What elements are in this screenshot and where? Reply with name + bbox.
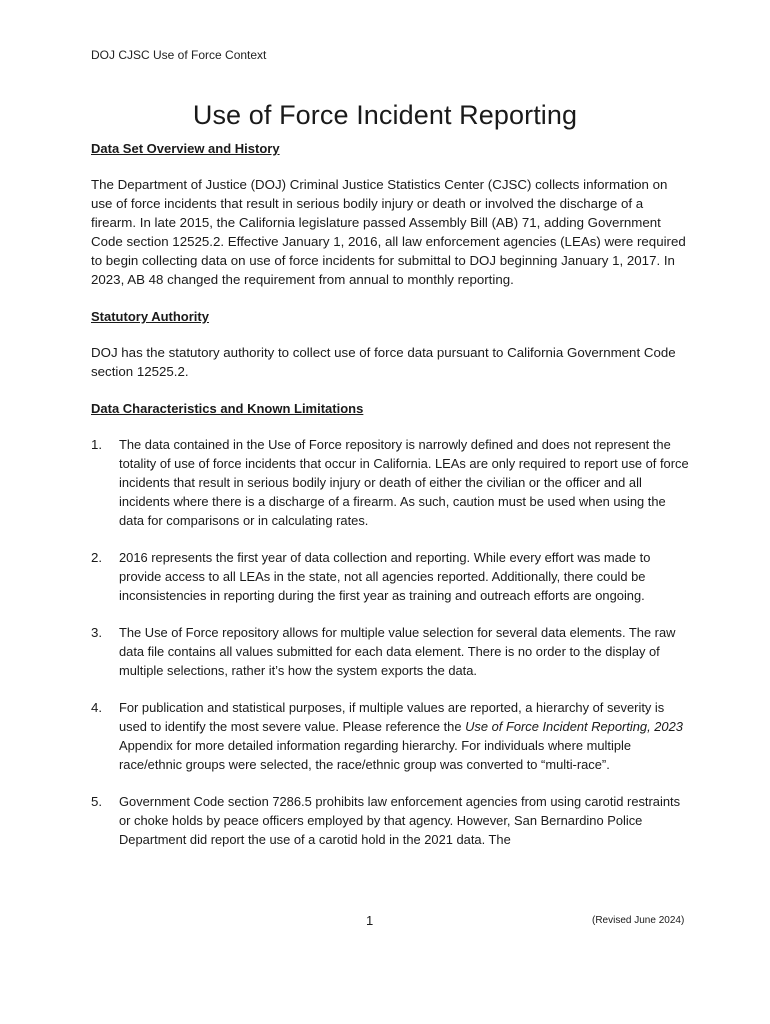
section-heading-overview: Data Set Overview and History xyxy=(91,141,280,156)
list-item xyxy=(91,435,691,530)
page-title: Use of Force Incident Reporting xyxy=(192,100,578,130)
list-item-text xyxy=(119,698,691,774)
list-item xyxy=(91,623,691,680)
list-item-text: 2016 represents the first year of data collection and reporting. While every effort was made to provide access to all LEAs in the state, not all agencies reported. Additionally, there could be inconsistencies in reporting during the first year as training and outreach efforts are ongoing. xyxy=(119,550,651,603)
list-item-text: The Use of Force repository allows for multiple value selection for several data elements. The raw data file contains all values submitted for each data element. There is no order to the display of multiple selections, rather it’s how the system exports the data. xyxy=(119,625,676,678)
list-item-number: 5. xyxy=(91,794,103,809)
overview-paragraph: The Department of Justice (DOJ) Criminal Justice Statistics Center (CJSC) collects information on use of force incidents that result in serious bodily injury or death or involved the discharge of a firearm. In late 2015, the California legislature passed Assembly Bill (AB) 71, adding Government Code section 12525.2. Effective January 1, 2016, all law enforcement agencies (LEAs) were required to begin collecting data on use of force incidents for submittal to DOJ beginning January 1, 2017. In 2023, AB 48 changed the requirement from annual to monthly reporting. xyxy=(91,177,686,287)
limitations-list xyxy=(91,435,691,849)
list-item-number: 1. xyxy=(91,437,103,452)
list-item-text-before: For publication and statistical purposes, if multiple values are reported, a hierarchy of severity is used to identify the most severe value. Please reference the xyxy=(119,700,665,734)
list-item-text: The data contained in the Use of Force repository is narrowly defined and does not represent the totality of use of force incidents that occur in California. LEAs are only required to report use of force incidents that result in serious bodily injury or death of either the civilian or the officer and all incidents where there is a discharge of a firearm. As such, caution must be used when using the data for comparisons or in calculating rates. xyxy=(119,437,689,528)
authority-paragraph: DOJ has the statutory authority to collect use of force data pursuant to California Government Code section 12525.2. xyxy=(91,345,676,379)
revised-date: (Revised June 2024) xyxy=(592,915,685,926)
list-item-number: 3. xyxy=(91,625,103,640)
running-header: DOJ CJSC Use of Force Context xyxy=(91,48,267,62)
list-item xyxy=(91,548,691,605)
list-item-number: 4. xyxy=(91,700,103,715)
report-title-reference: Use of Force Incident Reporting, 2023 xyxy=(465,719,683,734)
list-item xyxy=(91,792,691,849)
document-body xyxy=(91,139,691,867)
section-heading-authority: Statutory Authority xyxy=(91,309,209,324)
list-item-text-after: Appendix for more detailed information regarding hierarchy. For individuals where multiple race/ethnic groups were selected, the race/ethnic group was converted to “multi-race”. xyxy=(119,738,632,772)
list-item-text: Government Code section 7286.5 prohibits law enforcement agencies from using carotid restraints or choke holds by peace officers employed by that agency. However, San Bernardino Police Department did report the use of a carotid hold in the 2021 data. The xyxy=(119,794,681,847)
section-heading-limitations: Data Characteristics and Known Limitations xyxy=(91,401,364,416)
page-number: 1 xyxy=(366,913,374,928)
list-item-number: 2. xyxy=(91,550,103,565)
list-item xyxy=(91,698,691,774)
